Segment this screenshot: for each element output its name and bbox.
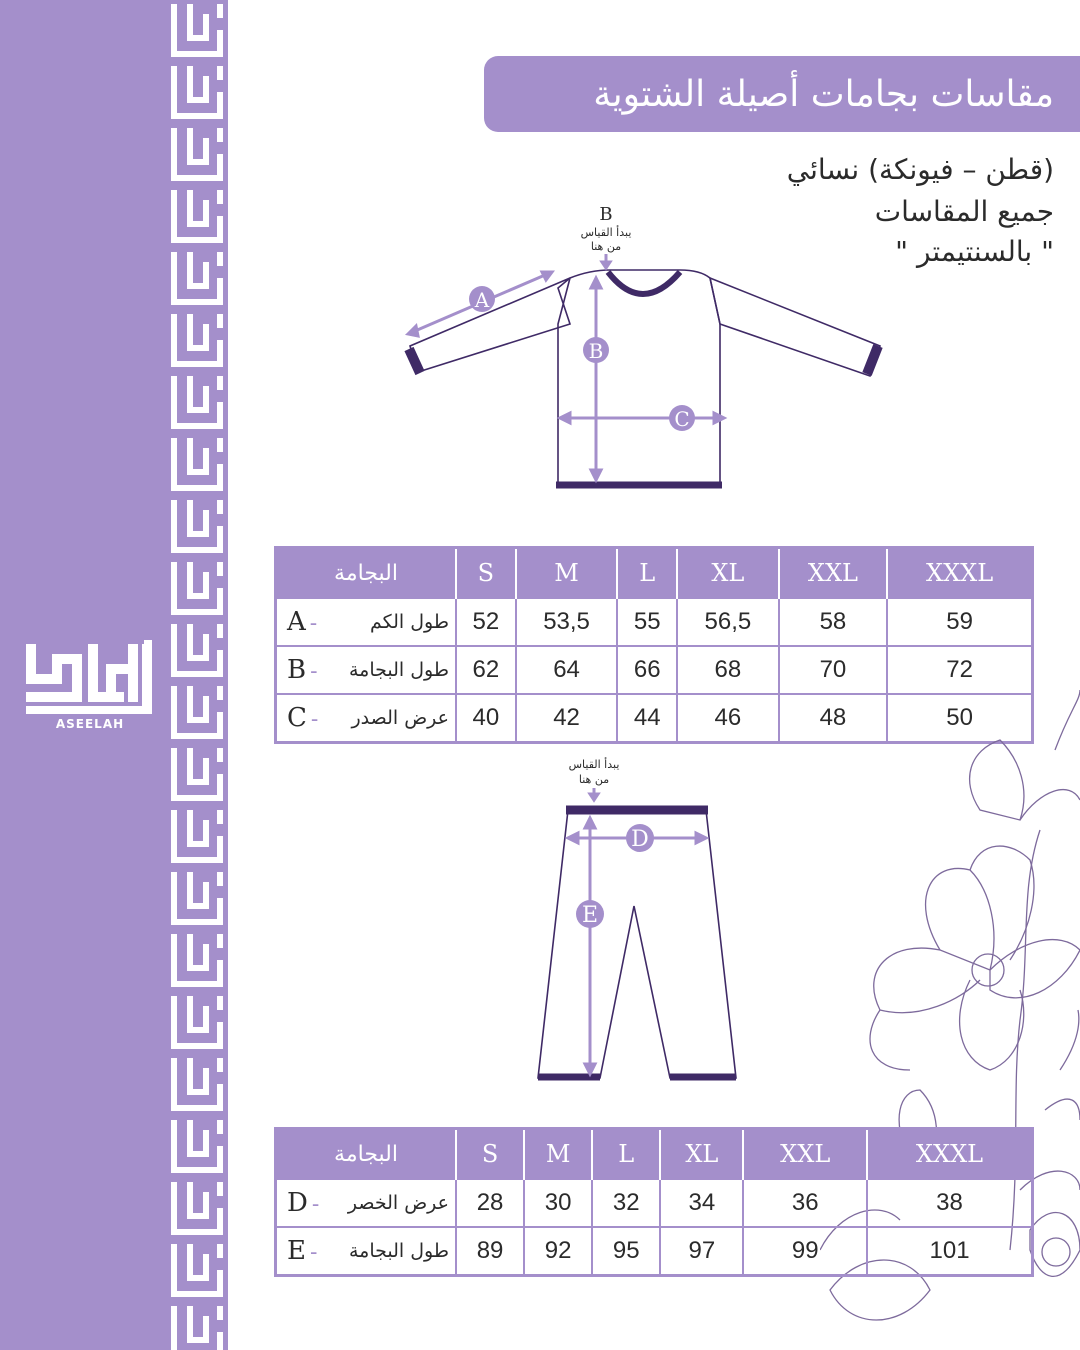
table-corner: البجامة <box>276 1129 457 1180</box>
table-cell: 95 <box>592 1227 660 1276</box>
table-header-row <box>276 1129 1033 1180</box>
table-cell: 30 <box>524 1179 592 1227</box>
page-title: مقاسات بجامات أصيلة الشتوية <box>593 73 1054 115</box>
table-cell: 50 <box>887 694 1032 743</box>
row-code: C <box>287 703 307 733</box>
label-e: E <box>581 903 599 928</box>
table-cell: 46 <box>677 694 779 743</box>
measure-a-marker <box>469 286 495 312</box>
row-label-cell: A - طول الكم <box>276 598 457 646</box>
start-note-line2: من هنا <box>590 240 622 253</box>
start-note-line2: من هنا <box>578 773 610 786</box>
size-header: XXXL <box>867 1129 1032 1180</box>
size-header: L <box>592 1129 660 1180</box>
table-row <box>276 1179 1033 1227</box>
row-code: A <box>287 607 306 637</box>
row-name: طول البجامة <box>348 1240 449 1262</box>
label-d: D <box>631 827 649 852</box>
pants-size-table <box>274 1127 1034 1277</box>
row-label-cell: C - عرض الصدر <box>276 694 457 743</box>
size-header: M <box>516 548 618 599</box>
label-b: B <box>588 339 604 363</box>
measure-c-marker <box>669 405 695 431</box>
table-cell: 42 <box>516 694 618 743</box>
label-a: A <box>474 288 490 312</box>
table-cell: 36 <box>743 1179 867 1227</box>
start-note-line1: يبدأ القياس <box>580 226 632 239</box>
size-header: XL <box>677 548 779 599</box>
table-cell: 38 <box>867 1179 1032 1227</box>
table-cell: 58 <box>779 598 888 646</box>
table-cell: 68 <box>677 646 779 694</box>
size-header: XXL <box>743 1129 867 1180</box>
size-header: M <box>524 1129 592 1180</box>
table-row <box>276 646 1033 694</box>
table-cell: 66 <box>617 646 677 694</box>
kufic-pattern-strip <box>168 0 226 1350</box>
table-cell: 101 <box>867 1227 1032 1276</box>
title-banner <box>484 56 1080 132</box>
brand-sidebar <box>0 0 228 1350</box>
start-point-b-label: B <box>599 204 613 225</box>
size-header: XL <box>660 1129 743 1180</box>
table-corner: البجامة <box>276 548 457 599</box>
size-header: XXL <box>779 548 888 599</box>
size-header: S <box>456 548 516 599</box>
measure-e-marker <box>576 900 604 928</box>
size-header: S <box>456 1129 524 1180</box>
table-cell: 40 <box>456 694 516 743</box>
shirt-diagram <box>390 196 910 496</box>
table-cell: 92 <box>524 1227 592 1276</box>
row-code: B <box>287 655 307 685</box>
logo-wordmark: ASEELAH <box>55 717 125 731</box>
table-cell: 34 <box>660 1179 743 1227</box>
row-label-cell: D - عرض الخصر <box>276 1179 457 1227</box>
table-cell: 28 <box>456 1179 524 1227</box>
measure-d-marker <box>626 824 654 852</box>
row-label-cell: E - طول البجامة <box>276 1227 457 1276</box>
table-cell: 97 <box>660 1227 743 1276</box>
table-header-row <box>276 548 1033 599</box>
pants-diagram <box>520 752 750 1088</box>
unit-subtitle: " بالسنتيمتر " <box>895 235 1054 268</box>
table-row <box>276 1227 1033 1276</box>
table-cell: 48 <box>779 694 888 743</box>
table-cell: 70 <box>779 646 888 694</box>
row-name: طول البجامة <box>348 659 449 681</box>
row-name: طول الكم <box>370 611 449 633</box>
table-cell: 44 <box>617 694 677 743</box>
start-note-line1: يبدأ القياس <box>568 758 620 771</box>
size-header: L <box>617 548 677 599</box>
table-cell: 32 <box>592 1179 660 1227</box>
row-code: D <box>287 1188 308 1218</box>
table-cell: 89 <box>456 1227 524 1276</box>
measure-b-marker <box>583 337 609 363</box>
table-cell: 72 <box>887 646 1032 694</box>
all-sizes-subtitle: جميع المقاسات <box>874 195 1054 228</box>
table-cell: 99 <box>743 1227 867 1276</box>
table-cell: 52 <box>456 598 516 646</box>
table-cell: 64 <box>516 646 618 694</box>
table-cell: 55 <box>617 598 677 646</box>
table-cell: 62 <box>456 646 516 694</box>
row-code: E <box>287 1236 306 1266</box>
table-cell: 53,5 <box>516 598 618 646</box>
label-c: C <box>674 407 690 431</box>
table-cell: 56,5 <box>677 598 779 646</box>
fabric-subtitle: (قطن – فيونكة) نسائي <box>786 153 1054 186</box>
size-header: XXXL <box>887 548 1032 599</box>
table-cell: 59 <box>887 598 1032 646</box>
row-label-cell: B - طول البجامة <box>276 646 457 694</box>
table-row <box>276 598 1033 646</box>
row-name: عرض الصدر <box>351 707 449 729</box>
row-name: عرض الخصر <box>347 1192 449 1214</box>
